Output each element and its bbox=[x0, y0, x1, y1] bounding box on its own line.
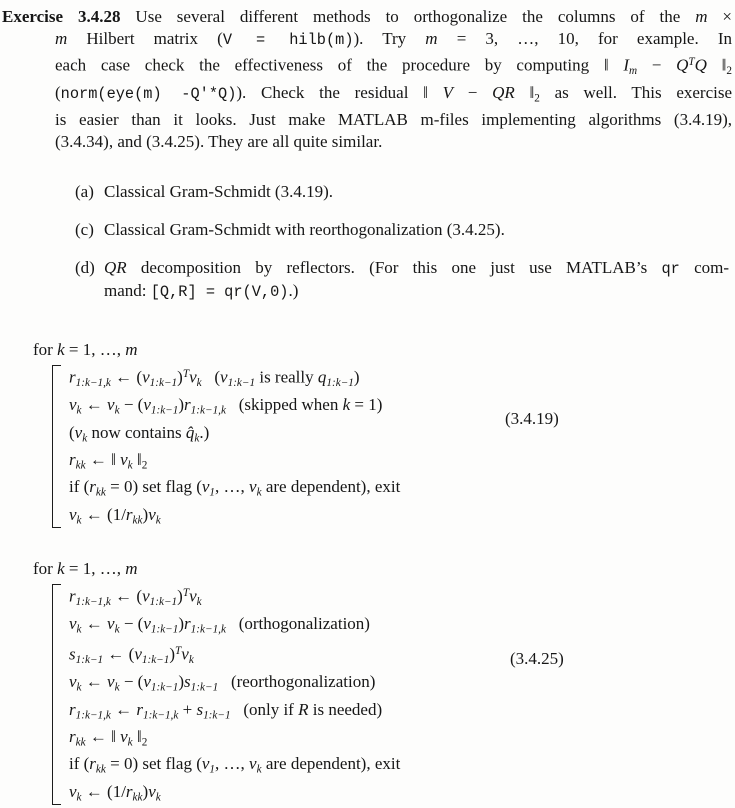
text-run: = 1, …, bbox=[64, 559, 126, 579]
text-run: v bbox=[69, 504, 77, 524]
text-run: ← ( bbox=[103, 645, 135, 665]
text-run: ). Check the residual bbox=[236, 82, 424, 102]
text-run: I bbox=[623, 55, 629, 75]
text-run: each case check the effectiveness of the procedure by computing bbox=[55, 55, 604, 75]
text-run: v bbox=[201, 477, 210, 497]
text-run: ← bbox=[81, 395, 108, 415]
algorithm-lines bbox=[61, 363, 400, 531]
text-run: T bbox=[182, 587, 190, 600]
text-run: k bbox=[76, 791, 82, 804]
text-run: for bbox=[33, 340, 58, 360]
text-run: ) bbox=[142, 781, 149, 801]
text-run: V bbox=[442, 82, 454, 102]
text-run: 1:k−1,k bbox=[190, 404, 226, 417]
text-run: for bbox=[33, 559, 58, 579]
text-run: = 3, …, 10, for example. In bbox=[437, 29, 732, 48]
text-run: .) bbox=[288, 281, 299, 301]
text-line bbox=[69, 363, 400, 394]
text-line bbox=[69, 699, 400, 726]
text-run: k bbox=[76, 514, 82, 527]
text-run: r bbox=[125, 781, 133, 801]
text-run: v bbox=[143, 614, 151, 634]
text-run: 1 bbox=[209, 763, 216, 776]
text-run: 1 bbox=[209, 486, 216, 499]
text-line bbox=[0, 6, 732, 28]
text-run: m bbox=[695, 7, 708, 26]
text-line bbox=[69, 753, 400, 780]
text-run: ) bbox=[178, 395, 185, 415]
text-run: norm(eye(m) -Q'*Q) bbox=[60, 84, 237, 103]
text-run: m bbox=[125, 340, 138, 360]
text-run: k bbox=[196, 377, 202, 390]
text-run: k bbox=[114, 623, 120, 636]
text-run: ‖ bbox=[132, 450, 142, 470]
text-run: decomposition by reflectors. (For this one just use MATLAB’s bbox=[126, 258, 662, 278]
text-run: s bbox=[196, 699, 204, 719]
text-run: ← ‖ bbox=[85, 727, 121, 747]
text-run: R bbox=[298, 699, 309, 719]
text-run: , …, bbox=[215, 477, 250, 497]
text-run: V = hilb(m) bbox=[222, 31, 354, 49]
text-run: T bbox=[182, 368, 190, 381]
text-line bbox=[0, 131, 732, 153]
text-run: Classical Gram-Schmidt with reorthogonalization (3.4.25). bbox=[104, 220, 505, 240]
text-run: (orthogonalization) bbox=[225, 614, 370, 634]
text-run: Exercise 3.4.28 bbox=[2, 7, 121, 26]
text-run: ← (1/ bbox=[81, 504, 126, 524]
text-run: v bbox=[69, 614, 77, 634]
equation-number: (3.4.25) bbox=[510, 649, 564, 669]
exercise-statement bbox=[0, 6, 732, 153]
text-run: v bbox=[69, 395, 77, 415]
text-run: − bbox=[637, 55, 677, 75]
text-run: ← (1/ bbox=[81, 781, 126, 801]
text-run: − ( bbox=[119, 672, 144, 692]
text-run: v bbox=[249, 477, 257, 497]
text-run: now contains bbox=[87, 422, 186, 442]
list-item-c bbox=[75, 219, 735, 241]
text-run: kk bbox=[132, 791, 143, 804]
text-run: v bbox=[142, 367, 150, 387]
text-run: v bbox=[107, 672, 115, 692]
text-line bbox=[0, 28, 732, 51]
text-run: m bbox=[628, 64, 638, 77]
text-run: kk bbox=[75, 736, 86, 749]
text-run: v bbox=[143, 395, 151, 415]
text-run: 2 bbox=[726, 64, 732, 77]
text-line bbox=[69, 476, 400, 503]
item-label: (c) bbox=[75, 220, 94, 240]
text-line bbox=[104, 219, 729, 241]
text-run: 1:k−1 bbox=[150, 623, 179, 636]
text-run: = 1) bbox=[350, 395, 383, 415]
text-run: T bbox=[688, 56, 695, 68]
text-run: v bbox=[69, 781, 77, 801]
text-run: (only if bbox=[230, 699, 299, 719]
text-line bbox=[69, 582, 400, 613]
text-run: m bbox=[125, 559, 138, 579]
text-run: ‖ bbox=[603, 55, 624, 75]
text-run: are dependent), exit bbox=[261, 477, 401, 497]
text-run: v bbox=[120, 727, 128, 747]
text-run: Classical Gram-Schmidt (3.4.19). bbox=[104, 182, 333, 202]
text-run: if ( bbox=[69, 477, 90, 497]
text-line bbox=[0, 82, 732, 109]
exercise-parts-list bbox=[0, 181, 735, 303]
text-run: k bbox=[76, 404, 82, 417]
text-run: × bbox=[707, 7, 733, 26]
equation-number: (3.4.19) bbox=[505, 409, 559, 429]
text-run: ‖ bbox=[514, 82, 535, 102]
text-run: v bbox=[74, 422, 83, 442]
text-run: k bbox=[196, 596, 202, 609]
item-label: (a) bbox=[75, 182, 94, 202]
text-run: − ( bbox=[119, 395, 144, 415]
text-run: r bbox=[69, 727, 76, 747]
left-bracket-glyph bbox=[52, 584, 61, 805]
text-run: ← ( bbox=[110, 367, 143, 387]
text-run: − ( bbox=[119, 614, 144, 634]
text-run: ) bbox=[353, 367, 360, 387]
text-run: mand: bbox=[104, 281, 151, 301]
text-line bbox=[104, 257, 729, 280]
text-run: (skipped when bbox=[225, 395, 343, 415]
text-run: Hilbert matrix ( bbox=[67, 29, 223, 48]
text-run: = 0) set flag ( bbox=[105, 477, 202, 497]
algorithm-gram-schmidt-reorthogonalization bbox=[33, 558, 735, 808]
text-run: kk bbox=[75, 459, 86, 472]
item-text bbox=[104, 181, 735, 203]
text-line bbox=[69, 394, 400, 421]
text-run: are dependent), exit bbox=[261, 754, 401, 774]
text-run: v bbox=[189, 586, 197, 606]
text-run: r bbox=[69, 367, 76, 387]
text-run: is needed) bbox=[308, 699, 383, 719]
text-run: r bbox=[69, 450, 76, 470]
text-run: k bbox=[82, 432, 88, 445]
text-run: k bbox=[188, 654, 194, 667]
text-run: k bbox=[342, 395, 351, 415]
left-bracket-glyph bbox=[52, 365, 61, 528]
text-run: ‖ bbox=[423, 82, 443, 102]
text-run: v bbox=[142, 586, 150, 606]
text-run: k bbox=[76, 623, 82, 636]
text-run: 1:k−1 bbox=[203, 709, 231, 722]
text-run: ( bbox=[69, 422, 75, 442]
text-run: Q bbox=[676, 55, 689, 75]
text-run: ) bbox=[142, 504, 149, 524]
text-run: k bbox=[256, 763, 262, 776]
text-run: 1:k−1 bbox=[149, 596, 178, 609]
text-run: k bbox=[127, 736, 133, 749]
text-run: 2 bbox=[141, 736, 148, 749]
text-run: v bbox=[220, 367, 228, 387]
text-run: k bbox=[57, 559, 65, 579]
text-run: 2 bbox=[534, 92, 540, 105]
text-run: r bbox=[184, 395, 191, 415]
text-run: , …, bbox=[215, 754, 250, 774]
text-run: k bbox=[155, 514, 161, 527]
text-run: ( bbox=[55, 82, 61, 102]
text-run: ) bbox=[178, 614, 185, 634]
text-run: ( bbox=[201, 367, 221, 387]
text-line bbox=[69, 449, 400, 476]
text-run: k bbox=[155, 791, 161, 804]
text-run: r bbox=[184, 614, 191, 634]
text-run: v bbox=[249, 754, 257, 774]
text-run: k bbox=[114, 681, 120, 694]
text-run: v bbox=[148, 504, 156, 524]
text-run: v bbox=[134, 645, 142, 665]
text-line bbox=[104, 181, 729, 203]
text-run: s bbox=[69, 645, 76, 665]
text-run: 1:k−1 bbox=[190, 681, 219, 694]
text-run: 1:k−1 bbox=[75, 654, 104, 667]
text-run: ← ‖ bbox=[85, 450, 121, 470]
text-run: kk bbox=[95, 486, 106, 499]
list-item-d bbox=[75, 257, 735, 303]
text-run: ) bbox=[177, 586, 183, 606]
text-run: ‖ bbox=[132, 727, 142, 747]
text-run: m bbox=[55, 29, 68, 48]
text-run: com- bbox=[679, 258, 729, 278]
item-label: (d) bbox=[75, 258, 95, 278]
text-run: v bbox=[120, 450, 128, 470]
text-run: v bbox=[189, 367, 197, 387]
text-line bbox=[69, 640, 400, 671]
text-run: T bbox=[175, 645, 182, 658]
text-run: is easier than it looks. Just make MATLAB m-files implementing algorithms (3.4.19), bbox=[55, 110, 732, 130]
text-run: q̂ bbox=[185, 422, 195, 442]
text-run: ) bbox=[177, 367, 183, 387]
text-run: if ( bbox=[69, 754, 90, 774]
text-run: + bbox=[178, 699, 197, 719]
text-run: − bbox=[453, 82, 493, 102]
text-run: QR bbox=[492, 82, 515, 102]
text-run: ). Try bbox=[353, 29, 426, 48]
text-run: 1:k−1,k bbox=[190, 623, 226, 636]
text-run: .) bbox=[199, 422, 210, 442]
text-run: 1:k−1 bbox=[326, 377, 354, 390]
text-run: r bbox=[89, 754, 96, 774]
text-run: = 1, …, bbox=[64, 340, 126, 360]
item-text bbox=[104, 219, 735, 241]
text-line bbox=[69, 726, 400, 753]
text-run: 1:k−1,k bbox=[75, 377, 111, 390]
text-run: ) bbox=[169, 645, 176, 665]
text-run: (3.4.34), and (3.4.25). They are all quite similar. bbox=[55, 132, 383, 152]
text-line bbox=[104, 280, 729, 303]
text-run: k bbox=[114, 404, 120, 417]
algorithm-classical-gram-schmidt bbox=[33, 339, 735, 531]
for-loop-header bbox=[33, 339, 735, 361]
text-run: (reorthogonalization) bbox=[218, 672, 376, 692]
text-run: v bbox=[107, 614, 115, 634]
text-run: ← bbox=[110, 699, 137, 719]
text-run: r bbox=[89, 477, 96, 497]
text-run: ) bbox=[178, 672, 185, 692]
text-line bbox=[69, 504, 400, 531]
text-run: QR bbox=[104, 258, 127, 278]
text-run: r bbox=[69, 699, 76, 719]
text-run: ← bbox=[81, 614, 108, 634]
text-run: ← bbox=[81, 672, 108, 692]
text-run: Use several different methods to orthogonalize the columns of the bbox=[120, 7, 696, 26]
text-line bbox=[69, 671, 400, 698]
text-run: s bbox=[184, 672, 191, 692]
text-run: 1:k−1 bbox=[150, 681, 179, 694]
text-run: k bbox=[194, 432, 200, 445]
text-run: = 0) set flag ( bbox=[105, 754, 202, 774]
item-text bbox=[104, 257, 735, 303]
text-run: k bbox=[256, 486, 262, 499]
text-run: ← ( bbox=[110, 586, 143, 606]
text-run: v bbox=[107, 395, 115, 415]
textbook-page bbox=[0, 6, 735, 804]
text-line bbox=[69, 422, 400, 449]
text-run: k bbox=[76, 681, 82, 694]
text-run: Q bbox=[694, 55, 707, 75]
text-line bbox=[69, 781, 400, 808]
text-run: v bbox=[143, 672, 151, 692]
text-run: is really bbox=[255, 367, 318, 387]
text-line bbox=[0, 109, 732, 131]
text-line bbox=[0, 51, 732, 82]
text-run: v bbox=[181, 645, 189, 665]
algorithm-lines bbox=[61, 582, 400, 808]
text-run: v bbox=[69, 672, 77, 692]
text-run: 1:k−1 bbox=[150, 404, 179, 417]
text-run: kk bbox=[132, 514, 143, 527]
text-run: qr bbox=[661, 260, 680, 279]
text-run: k bbox=[57, 340, 65, 360]
text-run: m bbox=[425, 29, 438, 48]
algorithm-body bbox=[52, 582, 735, 808]
text-line bbox=[69, 613, 400, 640]
list-item-a bbox=[75, 181, 735, 203]
text-run: 1:k−1 bbox=[149, 377, 178, 390]
text-run: r bbox=[125, 504, 133, 524]
text-run: 1:k−1 bbox=[227, 377, 256, 390]
text-run: 1:k−1 bbox=[141, 654, 170, 667]
text-run: [Q,R] = qr(V,0) bbox=[150, 283, 289, 302]
text-run: ‖ bbox=[706, 55, 727, 75]
text-run: kk bbox=[95, 763, 106, 776]
text-run: 2 bbox=[141, 459, 148, 472]
algorithm-body bbox=[52, 363, 735, 531]
text-run: 1:k−1,k bbox=[143, 709, 179, 722]
text-run: k bbox=[127, 459, 133, 472]
text-run: as well. This exercise bbox=[539, 82, 733, 102]
text-run: r bbox=[136, 699, 144, 719]
text-run: 1:k−1,k bbox=[75, 709, 111, 722]
text-run: q bbox=[317, 367, 327, 387]
text-run: v bbox=[201, 754, 210, 774]
text-run: 1:k−1,k bbox=[75, 596, 111, 609]
text-run: r bbox=[69, 586, 76, 606]
for-loop-header bbox=[33, 558, 735, 580]
text-run: v bbox=[148, 781, 156, 801]
